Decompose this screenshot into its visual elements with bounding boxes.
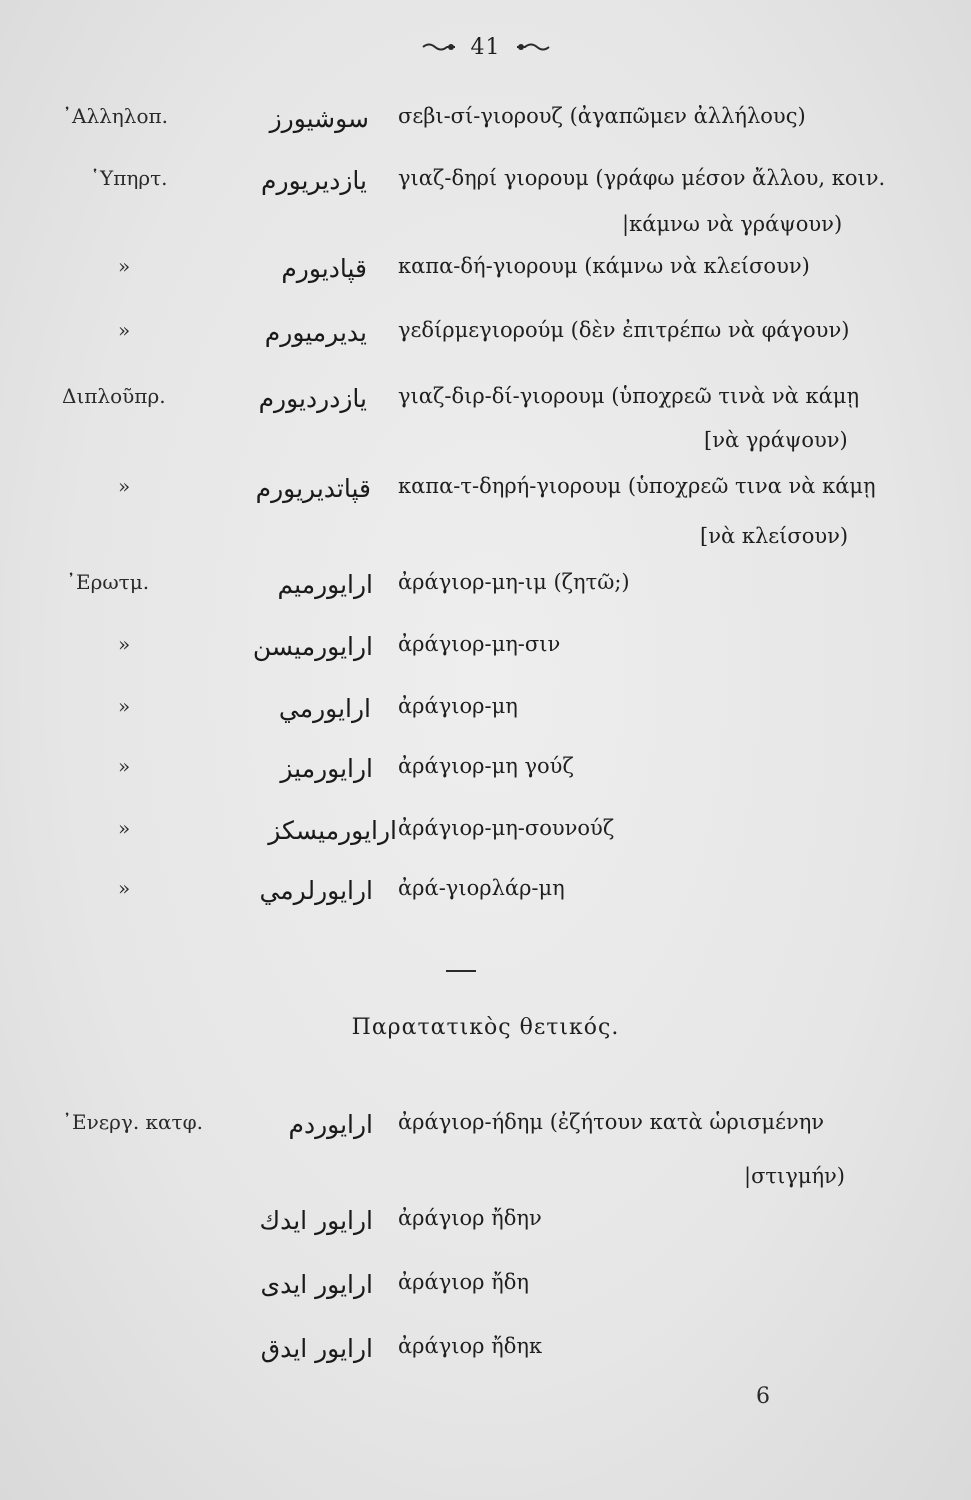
conjugation-row <box>0 474 971 518</box>
form-label: » <box>118 474 131 498</box>
conjugation-row <box>0 254 971 298</box>
conjugation-row <box>0 754 971 798</box>
greek-transliteration: καπα-τ-δηρή-γιορουμ (ὑποχρεῶ τινα νὰ κάμῃ <box>398 474 876 498</box>
conjugation-row <box>0 632 971 676</box>
conjugation-row <box>0 694 971 738</box>
greek-transliteration: ἀρά-γιορλάρ-μη <box>398 876 565 900</box>
greek-transliteration: ἀράγιορ-μη-σουνούζ <box>398 816 615 840</box>
greek-transliteration: ἀράγιορ ἤδηκ <box>398 1334 543 1358</box>
form-label: ᾽Αλληλοπ. <box>62 104 168 128</box>
form-label: » <box>118 816 131 840</box>
conjugation-row <box>0 876 971 920</box>
ottoman-word: قپاديورم <box>281 254 367 283</box>
ottoman-word: ارايوردم <box>288 1110 373 1139</box>
form-label: » <box>118 876 131 900</box>
conjugation-row <box>0 104 971 148</box>
form-label: » <box>118 694 131 718</box>
greek-transliteration: ἀράγιορ-μη <box>398 694 518 718</box>
greek-transliteration: ἀράγιορ-μη γούζ <box>398 754 574 778</box>
ottoman-word: ارايورميسكز <box>268 816 397 845</box>
ottoman-word: قپاتديريورم <box>255 474 371 503</box>
section-divider <box>446 970 476 972</box>
form-label: Διπλοῦπρ. <box>62 384 166 408</box>
ottoman-word: ارايورمي <box>278 694 371 723</box>
greek-transliteration: σεβι-σί-γιορουζ (ἀγαπῶμεν ἀλλήλους) <box>398 104 806 128</box>
conjugation-row <box>0 1334 971 1378</box>
form-label: ᾽Ενεργ. κατφ. <box>62 1110 203 1134</box>
ottoman-word: ارايورميسن <box>252 632 373 661</box>
form-label: » <box>118 632 131 656</box>
ottoman-word: يازدرديورم <box>258 384 367 413</box>
conjugation-row <box>0 1206 971 1250</box>
greek-transliteration: ἀράγιορ-μη-ιμ (ζητῶ;) <box>398 570 630 594</box>
form-label: » <box>118 254 131 278</box>
greek-transliteration: ἀράγιορ ἤδη <box>398 1270 529 1294</box>
ottoman-word: ارايورلرمي <box>259 876 373 905</box>
form-label: ῾Υπηρτ. <box>90 166 168 190</box>
conjugation-row <box>0 1270 971 1314</box>
signature-mark: 6 <box>756 1384 770 1409</box>
ottoman-word: يديرميورم <box>264 318 367 347</box>
conjugation-row <box>0 384 971 428</box>
form-label: ᾽Ερωτμ. <box>66 570 150 594</box>
line-continuation: |κάμνω νὰ γράψουν) <box>622 212 843 236</box>
ottoman-word: ارايور ايدك <box>259 1206 373 1235</box>
form-label: » <box>118 754 131 778</box>
conjugation-row <box>0 1110 971 1154</box>
conjugation-row <box>0 318 971 362</box>
ottoman-word: ارايورميم <box>277 570 373 599</box>
conjugation-row <box>0 166 971 210</box>
line-continuation: [νὰ γράψουν) <box>704 428 848 452</box>
ottoman-word: ارايور ايدق <box>260 1334 373 1363</box>
page-header <box>0 32 971 62</box>
page-number: 41 <box>470 34 501 60</box>
ottoman-word: ارايورميز <box>280 754 373 783</box>
greek-transliteration: καπα-δή-γιορουμ (κάμνω νὰ κλείσουν) <box>398 254 810 278</box>
left-ornament-icon <box>421 42 457 52</box>
conjugation-row <box>0 816 971 860</box>
conjugation-row <box>0 570 971 614</box>
right-ornament-icon <box>515 42 551 52</box>
line-continuation: [νὰ κλείσουν) <box>700 524 849 548</box>
section-title: Παρατατικὸς θετικός. <box>351 1015 620 1040</box>
form-label: » <box>118 318 131 342</box>
ottoman-word: ارايور ايدى <box>260 1270 373 1299</box>
greek-transliteration: ἀράγιορ-ήδημ (ἐζήτουν κατὰ ὡρισμένην <box>398 1110 825 1134</box>
ottoman-word: سوشيورز <box>269 104 369 133</box>
greek-transliteration: γιαζ-διρ-δί-γιορουμ (ὑποχρεῶ τινὰ νὰ κάμῃ <box>398 384 860 408</box>
greek-transliteration: ἀράγιορ-μη-σιν <box>398 632 561 656</box>
greek-transliteration: γιαζ-δηρί γιορουμ (γράφω μέσον ἄλλου, κοιν. <box>398 166 886 190</box>
greek-transliteration: ἀράγιορ ἤδην <box>398 1206 542 1230</box>
greek-transliteration: γεδίρμεγιορούμ (δὲν ἐπιτρέπω νὰ φάγουν) <box>398 318 850 342</box>
ottoman-word: يازديريورم <box>261 166 367 195</box>
line-continuation: |στιγμήν) <box>744 1164 846 1188</box>
